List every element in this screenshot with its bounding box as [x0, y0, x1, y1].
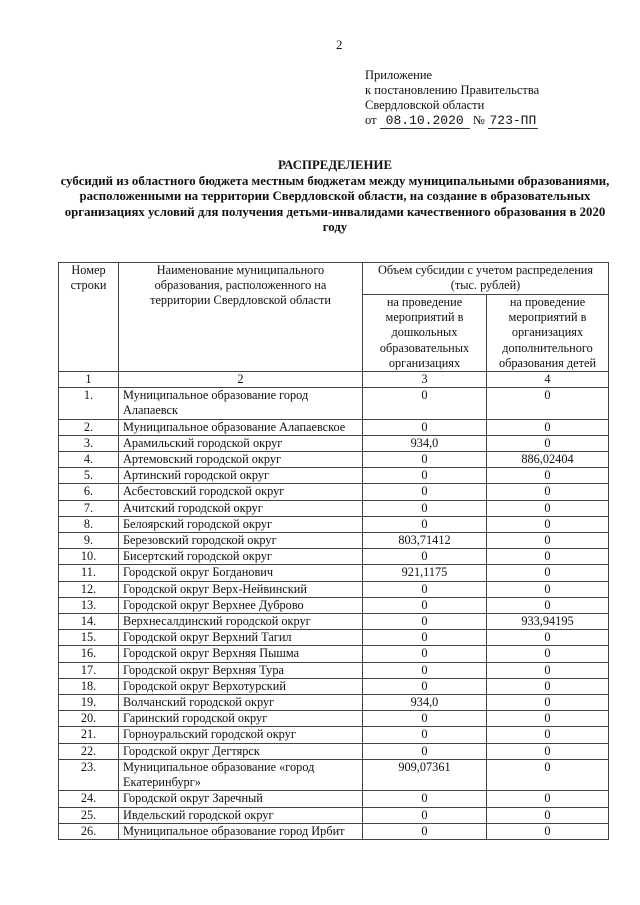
- row-number: 26.: [59, 823, 119, 839]
- row-number: 6.: [59, 484, 119, 500]
- subsidy-additional-education: 0: [487, 727, 609, 743]
- appendix-line: Приложение: [365, 68, 433, 82]
- table-row: [59, 727, 609, 743]
- subsidy-additional-education: 0: [487, 581, 609, 597]
- row-number: 22.: [59, 743, 119, 759]
- municipality-name: Муниципальное образование Алапаевское: [119, 419, 363, 435]
- appendix-date-line: [365, 113, 539, 129]
- column-number: 4: [487, 372, 609, 388]
- subsidy-additional-education: 0: [487, 662, 609, 678]
- column-number: 1: [59, 372, 119, 388]
- table-row: [59, 468, 609, 484]
- subsidy-additional-education: 0: [487, 759, 609, 790]
- subsidy-preschool: 0: [363, 500, 487, 516]
- row-number: 1.: [59, 388, 119, 419]
- municipality-name: Городской округ Верхняя Тура: [119, 662, 363, 678]
- subsidy-preschool: 0: [363, 597, 487, 613]
- subsidy-preschool: 934,0: [363, 435, 487, 451]
- subsidy-preschool: 0: [363, 711, 487, 727]
- municipality-name: Верхнесалдинский городской округ: [119, 614, 363, 630]
- row-number: 15.: [59, 630, 119, 646]
- subsidy-preschool: 0: [363, 468, 487, 484]
- header-num: Номер строки: [59, 263, 119, 372]
- decree-date: 08.10.2020: [380, 113, 470, 129]
- subsidy-additional-education: 0: [487, 533, 609, 549]
- subsidy-preschool: 0: [363, 484, 487, 500]
- number-prefix: №: [472, 113, 485, 127]
- table-row: [59, 484, 609, 500]
- table-row: [59, 597, 609, 613]
- subsidy-preschool: 0: [363, 452, 487, 468]
- municipality-name: Муниципальное образование «город Екатеринбург»: [119, 759, 363, 790]
- row-number: 2.: [59, 419, 119, 435]
- row-number: 4.: [59, 452, 119, 468]
- subsidy-additional-education: 0: [487, 711, 609, 727]
- table-row: [59, 614, 609, 630]
- subsidy-additional-education: 0: [487, 500, 609, 516]
- subsidy-additional-education: 0: [487, 597, 609, 613]
- subsidy-preschool: 0: [363, 419, 487, 435]
- subsidy-additional-education: 0: [487, 484, 609, 500]
- subsidy-preschool: 0: [363, 388, 487, 419]
- municipality-name: Муниципальное образование город Ирбит: [119, 823, 363, 839]
- municipality-name: Горноуральский городской округ: [119, 727, 363, 743]
- header-volume: Объем субсидии с учетом распределения (тыс. рублей): [363, 263, 609, 295]
- subsidy-additional-education: 0: [487, 468, 609, 484]
- subsidy-additional-education: 0: [487, 646, 609, 662]
- row-number: 18.: [59, 678, 119, 694]
- subsidy-additional-education: 0: [487, 419, 609, 435]
- subsidy-additional-education: 0: [487, 630, 609, 646]
- header-col3: на проведение мероприятий в дошкольных образовательных организациях: [363, 295, 487, 372]
- municipality-name: Ачитский городской округ: [119, 500, 363, 516]
- municipality-name: Муниципальное образование город Алапаевск: [119, 388, 363, 419]
- column-number: 2: [119, 372, 363, 388]
- subsidy-preschool: 0: [363, 727, 487, 743]
- row-number: 11.: [59, 565, 119, 581]
- table-row: [59, 807, 609, 823]
- table-row: [59, 419, 609, 435]
- table-row: [59, 759, 609, 790]
- row-number: 25.: [59, 807, 119, 823]
- row-number: 10.: [59, 549, 119, 565]
- row-number: 20.: [59, 711, 119, 727]
- table-row: [59, 533, 609, 549]
- subsidy-additional-education: 0: [487, 516, 609, 532]
- table-row: [59, 743, 609, 759]
- subsidy-preschool: 0: [363, 823, 487, 839]
- table-row: [59, 500, 609, 516]
- municipality-name: Артемовский городской округ: [119, 452, 363, 468]
- municipality-name: Бисертский городской округ: [119, 549, 363, 565]
- appendix-line: Свердловской области: [365, 98, 485, 112]
- subsidy-preschool: 803,71412: [363, 533, 487, 549]
- subsidy-additional-education: 0: [487, 678, 609, 694]
- subsidy-additional-education: 0: [487, 743, 609, 759]
- subsidy-preschool: 0: [363, 791, 487, 807]
- subsidy-additional-education: 0: [487, 791, 609, 807]
- table-body: [59, 388, 609, 840]
- row-number: 5.: [59, 468, 119, 484]
- appendix-line: к постановлению Правительства: [365, 83, 540, 97]
- subsidy-preschool: 934,0: [363, 695, 487, 711]
- municipality-name: Асбестовский городской округ: [119, 484, 363, 500]
- subsidy-preschool: 0: [363, 743, 487, 759]
- row-number: 17.: [59, 662, 119, 678]
- header-col4: на проведение мероприятий в организациях дополнительного образования детей: [487, 295, 609, 372]
- subsidy-preschool: 0: [363, 662, 487, 678]
- appendix-block: [365, 68, 539, 129]
- document-title: [60, 158, 610, 236]
- municipality-name: Ивдельский городской округ: [119, 807, 363, 823]
- subsidy-preschool: 0: [363, 630, 487, 646]
- municipality-name: Городской округ Верхний Тагил: [119, 630, 363, 646]
- subsidy-table: [58, 262, 609, 840]
- page-number: 2: [336, 37, 343, 52]
- subsidy-preschool: 921,1175: [363, 565, 487, 581]
- municipality-name: Городской округ Заречный: [119, 791, 363, 807]
- subsidy-additional-education: 0: [487, 807, 609, 823]
- subsidy-preschool: 0: [363, 516, 487, 532]
- municipality-name: Городской округ Богданович: [119, 565, 363, 581]
- municipality-name: Городской округ Верхотурский: [119, 678, 363, 694]
- municipality-name: Городской округ Верхняя Пышма: [119, 646, 363, 662]
- row-number: 14.: [59, 614, 119, 630]
- municipality-name: Березовский городской округ: [119, 533, 363, 549]
- table-row: [59, 646, 609, 662]
- row-number: 8.: [59, 516, 119, 532]
- municipality-name: Гаринский городской округ: [119, 711, 363, 727]
- table-row: [59, 662, 609, 678]
- subsidy-preschool: 0: [363, 581, 487, 597]
- table-row: [59, 549, 609, 565]
- row-number: 16.: [59, 646, 119, 662]
- row-number: 12.: [59, 581, 119, 597]
- table-row: [59, 435, 609, 451]
- subsidy-additional-education: 0: [487, 823, 609, 839]
- row-number: 7.: [59, 500, 119, 516]
- decree-number: 723-ПП: [489, 113, 537, 128]
- title-subtitle: субсидий из областного бюджета местным бюджетам между муниципальными образованиями, расположенными на территории Свердловской области, на создание в образовательных организациях условий для получения детьми-инвалидами качественного образования в 2020 году: [60, 173, 610, 234]
- table-row: [59, 791, 609, 807]
- header-name: Наименование муниципального образования, расположенного на территории Свердловской области: [119, 263, 363, 372]
- subsidy-additional-education: 933,94195: [487, 614, 609, 630]
- municipality-name: Артинский городской округ: [119, 468, 363, 484]
- subsidy-additional-education: 0: [487, 695, 609, 711]
- subsidy-additional-education: 0: [487, 565, 609, 581]
- subsidy-additional-education: 0: [487, 388, 609, 419]
- subsidy-additional-education: 0: [487, 435, 609, 451]
- table-row: [59, 388, 609, 419]
- municipality-name: Белоярский городской округ: [119, 516, 363, 532]
- table-row: [59, 678, 609, 694]
- row-number: 21.: [59, 727, 119, 743]
- municipality-name: Арамильский городской округ: [119, 435, 363, 451]
- subsidy-preschool: 0: [363, 549, 487, 565]
- municipality-name: Городской округ Верх-Нейвинский: [119, 581, 363, 597]
- row-number: 19.: [59, 695, 119, 711]
- table-row: [59, 711, 609, 727]
- title-heading: РАСПРЕДЕЛЕНИЕ: [277, 158, 392, 172]
- municipality-name: Городской округ Дегтярск: [119, 743, 363, 759]
- subsidy-preschool: 909,07361: [363, 759, 487, 790]
- subsidy-additional-education: 0: [487, 549, 609, 565]
- table-row: [59, 565, 609, 581]
- subsidy-preschool: 0: [363, 678, 487, 694]
- subsidy-preschool: 0: [363, 646, 487, 662]
- row-number: 3.: [59, 435, 119, 451]
- table-row: [59, 516, 609, 532]
- subsidy-preschool: 0: [363, 807, 487, 823]
- subsidy-preschool: 0: [363, 614, 487, 630]
- table-row: [59, 452, 609, 468]
- table-row: [59, 695, 609, 711]
- date-prefix: от: [365, 113, 377, 127]
- row-number: 9.: [59, 533, 119, 549]
- municipality-name: Волчанский городской округ: [119, 695, 363, 711]
- table-row: [59, 581, 609, 597]
- row-number: 24.: [59, 791, 119, 807]
- row-number: 13.: [59, 597, 119, 613]
- table-row: [59, 823, 609, 839]
- subsidy-additional-education: 886,02404: [487, 452, 609, 468]
- row-number: 23.: [59, 759, 119, 790]
- municipality-name: Городской округ Верхнее Дуброво: [119, 597, 363, 613]
- table-row: [59, 630, 609, 646]
- column-number: 3: [363, 372, 487, 388]
